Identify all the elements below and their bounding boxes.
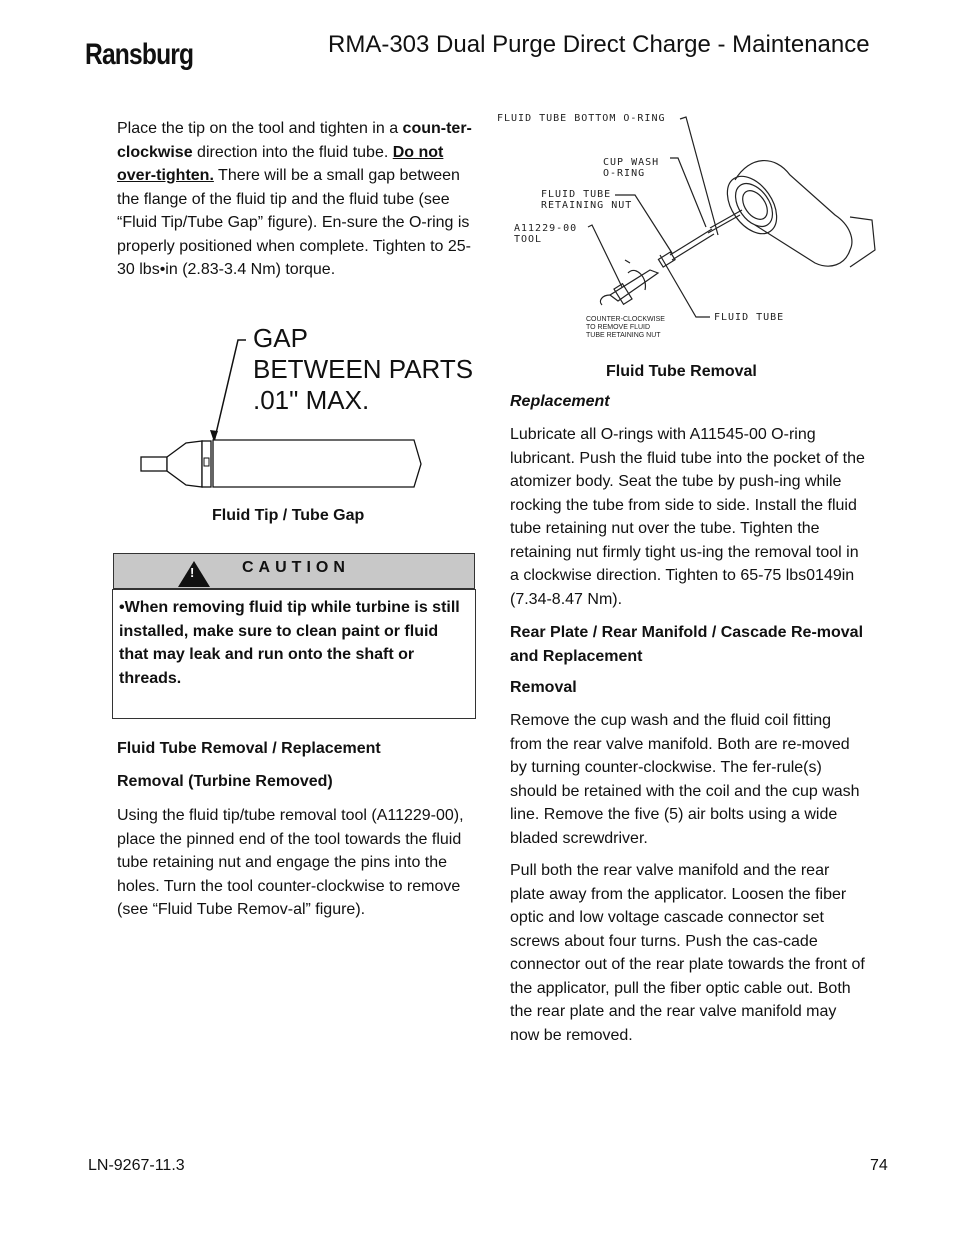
ransburg-logo: Ransburg <box>85 38 194 71</box>
label-tool-line1: A11229-00 <box>514 223 578 234</box>
fig1-caption: Fluid Tip / Tube Gap <box>212 507 365 524</box>
label-tool-line2: TOOL <box>514 234 543 245</box>
para1-text-c: direction into the fluid tube. <box>192 143 393 161</box>
heading-rear-plate: Rear Plate / Rear Manifold / Cascade Re-moval and Replacement <box>510 624 864 665</box>
label-cup-wash <box>603 157 659 179</box>
heading-removal: Removal <box>510 679 577 696</box>
label-retaining-nut-line1: FLUID TUBE <box>541 189 612 200</box>
tip-install-paragraph <box>117 117 473 282</box>
para1-warning-underline: Do not over-tighten. <box>117 143 444 184</box>
para1-text-e: There will be a small gap between the flange of the fluid tip and the fluid tube (see “Fluid Tip/Tube Gap” figure). En-sure the O-ring is properly positioned when complete. Tighten to 25-30 lbs•in (2.83-3.4 Nm) torque. <box>117 167 471 278</box>
label-ccw-line3: TUBE RETAINING NUT <box>586 332 661 339</box>
label-ccw-note <box>586 316 665 340</box>
para1-text-a: Place the tip on the tool and tighten in a <box>117 120 403 137</box>
rear-removal-paragraph: Remove the cup wash and the fluid coil fitting from the rear valve manifold. Both are re-moved by turning counter-clockwise. The fer-rule(s) should be retained with the coil and the cup wash line. Remove the five (5) air bolts using a wide bladed screwdriver. <box>510 712 860 847</box>
para1-bold-direction: coun-ter-clockwise <box>117 120 472 161</box>
label-retaining-nut <box>541 189 632 211</box>
label-ccw-line1: COUNTER-CLOCKWISE <box>586 316 665 323</box>
page-title: RMA-303 Dual Purge Direct Charge - Maintenance <box>328 31 870 58</box>
label-retaining-nut-line2: RETAINING NUT <box>541 200 633 211</box>
gap-label-line3: .01" MAX. <box>253 385 370 415</box>
fluid-tip-gap-diagram <box>130 330 440 500</box>
heading-removal-turbine-removed: Removal (Turbine Removed) <box>117 773 333 790</box>
warning-exclamation: ! <box>190 565 195 580</box>
label-cup-wash-line1: CUP WASH <box>603 157 660 168</box>
fig2-caption: Fluid Tube Removal <box>606 363 757 380</box>
heading-replacement: Replacement <box>510 393 610 410</box>
label-fluid-tube: FLUID TUBE <box>714 312 785 323</box>
gap-label-line1: GAP <box>253 323 308 353</box>
rear-pull-paragraph: Pull both the rear valve manifold and the rear plate away from the applicator. Loosen the fiber optic and low voltage cascade connector set screws about four turns. Push the cas-cade connector out of the rear plate towards the front of the applicator, pull the fiber optic cable out. Both the rear plate and the rear valve manifold may now be removed. <box>510 862 865 1044</box>
caution-body: •When removing fluid tip while turbine is still installed, make sure to clean paint or fluid that may leak and run onto the shaft or threads. <box>112 589 476 719</box>
replacement-paragraph: Lubricate all O-rings with A11545-00 O-ring lubricant. Push the fluid tube into the pocket of the atomizer body. Seat the tube by push-ing while rocking the tube from side to side. Install the fluid tube retaining nut over the tube. Tighten the retaining nut firmly tight us-ing the removal tool in a clockwise direction. Tighten to 65-75 lbs0149in (7.34-8.47 Nm). <box>510 426 865 608</box>
gap-label-line2: BETWEEN PARTS <box>253 354 474 384</box>
caution-header <box>113 553 475 589</box>
label-bottom-oring: FLUID TUBE BOTTOM O-RING <box>497 113 666 124</box>
label-cup-wash-line2: O-RING <box>603 168 646 179</box>
page-number: 74 <box>870 1157 888 1174</box>
heading-fluid-tube-removal: Fluid Tube Removal / Replacement <box>117 740 381 757</box>
label-ccw-line2: TO REMOVE FLUID <box>586 324 651 331</box>
label-tool <box>514 223 577 245</box>
doc-number: LN-9267-11.3 <box>88 1157 185 1174</box>
caution-title: CAUTION <box>242 559 350 576</box>
removal-paragraph: Using the fluid tip/tube removal tool (A11229-00), place the pinned end of the tool towards the fluid tube retaining nut and engage the pins into the holes. Turn the tool counter-clockwise to remove (see “Fluid Tube Remov-al” figure). <box>117 807 464 918</box>
